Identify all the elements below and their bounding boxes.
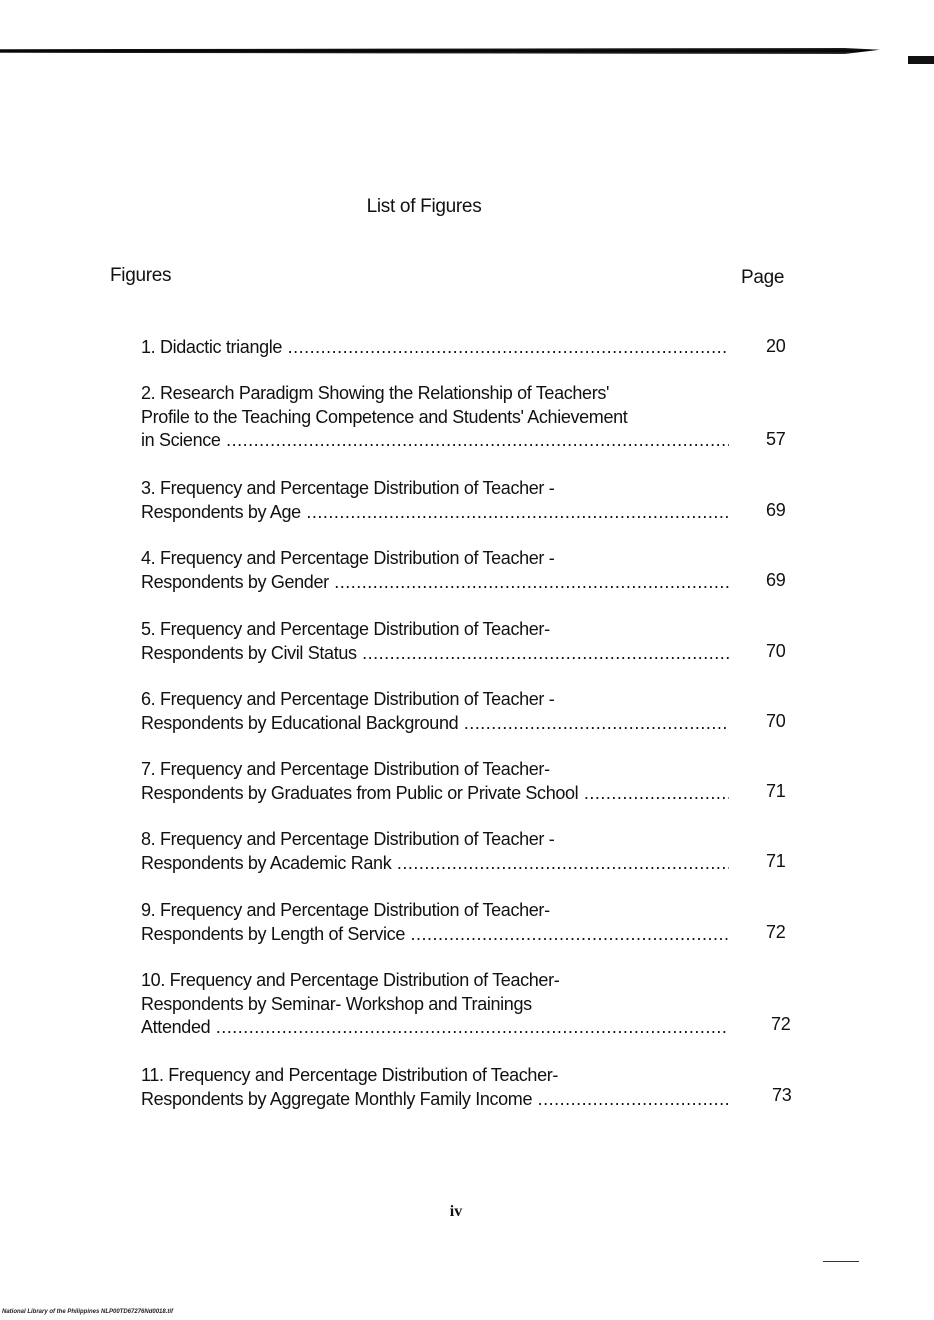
figure-entry-page: 72	[766, 922, 786, 942]
figure-entry-page: 20	[766, 336, 786, 356]
figures-column-header: Figures	[110, 265, 172, 286]
figure-entry-title: 11. Frequency and Percentage Distribution of Teacher- Respondents by Aggregate Monthly Family Income .....	[141, 1064, 729, 1111]
figure-entry-title: 1. Didactic triangle .....	[141, 336, 729, 360]
page-title: List of Figures	[366, 196, 482, 217]
scan-top-rule	[0, 48, 880, 54]
figure-entry-title: 2. Research Paradigm Showing the Relationship of Teachers' Profile to the Teaching Competence and Students' Achievement in Science .....	[141, 382, 729, 453]
figure-entry-page: 70	[766, 711, 786, 731]
figure-entry-title: 7. Frequency and Percentage Distribution of Teacher- Respondents by Graduates from Public or Private School .....	[141, 758, 729, 805]
figure-entry-title: 8. Frequency and Percentage Distribution of Teacher - Respondents by Academic Rank .....	[141, 828, 729, 875]
figure-entry-title: 3. Frequency and Percentage Distribution of Teacher - Respondents by Age .....	[141, 477, 729, 524]
figure-entry-title: 6. Frequency and Percentage Distribution of Teacher - Respondents by Educational Background .....	[141, 688, 729, 735]
figure-entry-title: 9. Frequency and Percentage Distribution of Teacher- Respondents by Length of Service .....	[141, 899, 729, 946]
scan-credit: National Library of the Philippines NLP00TD67276Nd0018.tif	[2, 1309, 174, 1315]
figure-entry-page: 71	[766, 781, 786, 801]
figure-entry-title: 10. Frequency and Percentage Distribution of Teacher- Respondents by Seminar- Workshop and Trainings Attended .....	[141, 969, 729, 1040]
figure-entry-page: 69	[766, 500, 786, 520]
footer-rule	[823, 1261, 859, 1262]
figure-entry-page: 71	[766, 851, 786, 871]
figure-entry-page: 73	[772, 1085, 792, 1105]
page-column-header: Page	[741, 267, 785, 288]
figure-entry-page: 57	[766, 429, 786, 449]
page-number: iv	[449, 1203, 463, 1220]
figure-entry-title: 4. Frequency and Percentage Distribution of Teacher - Respondents by Gender .....	[141, 547, 729, 594]
figure-entry-page: 72	[771, 1014, 791, 1034]
figure-entry-page: 69	[766, 570, 786, 590]
figure-entry-title: 5. Frequency and Percentage Distribution of Teacher- Respondents by Civil Status .....	[141, 618, 729, 665]
scan-edge-mark	[908, 56, 934, 64]
figure-entry-page: 70	[766, 641, 786, 661]
